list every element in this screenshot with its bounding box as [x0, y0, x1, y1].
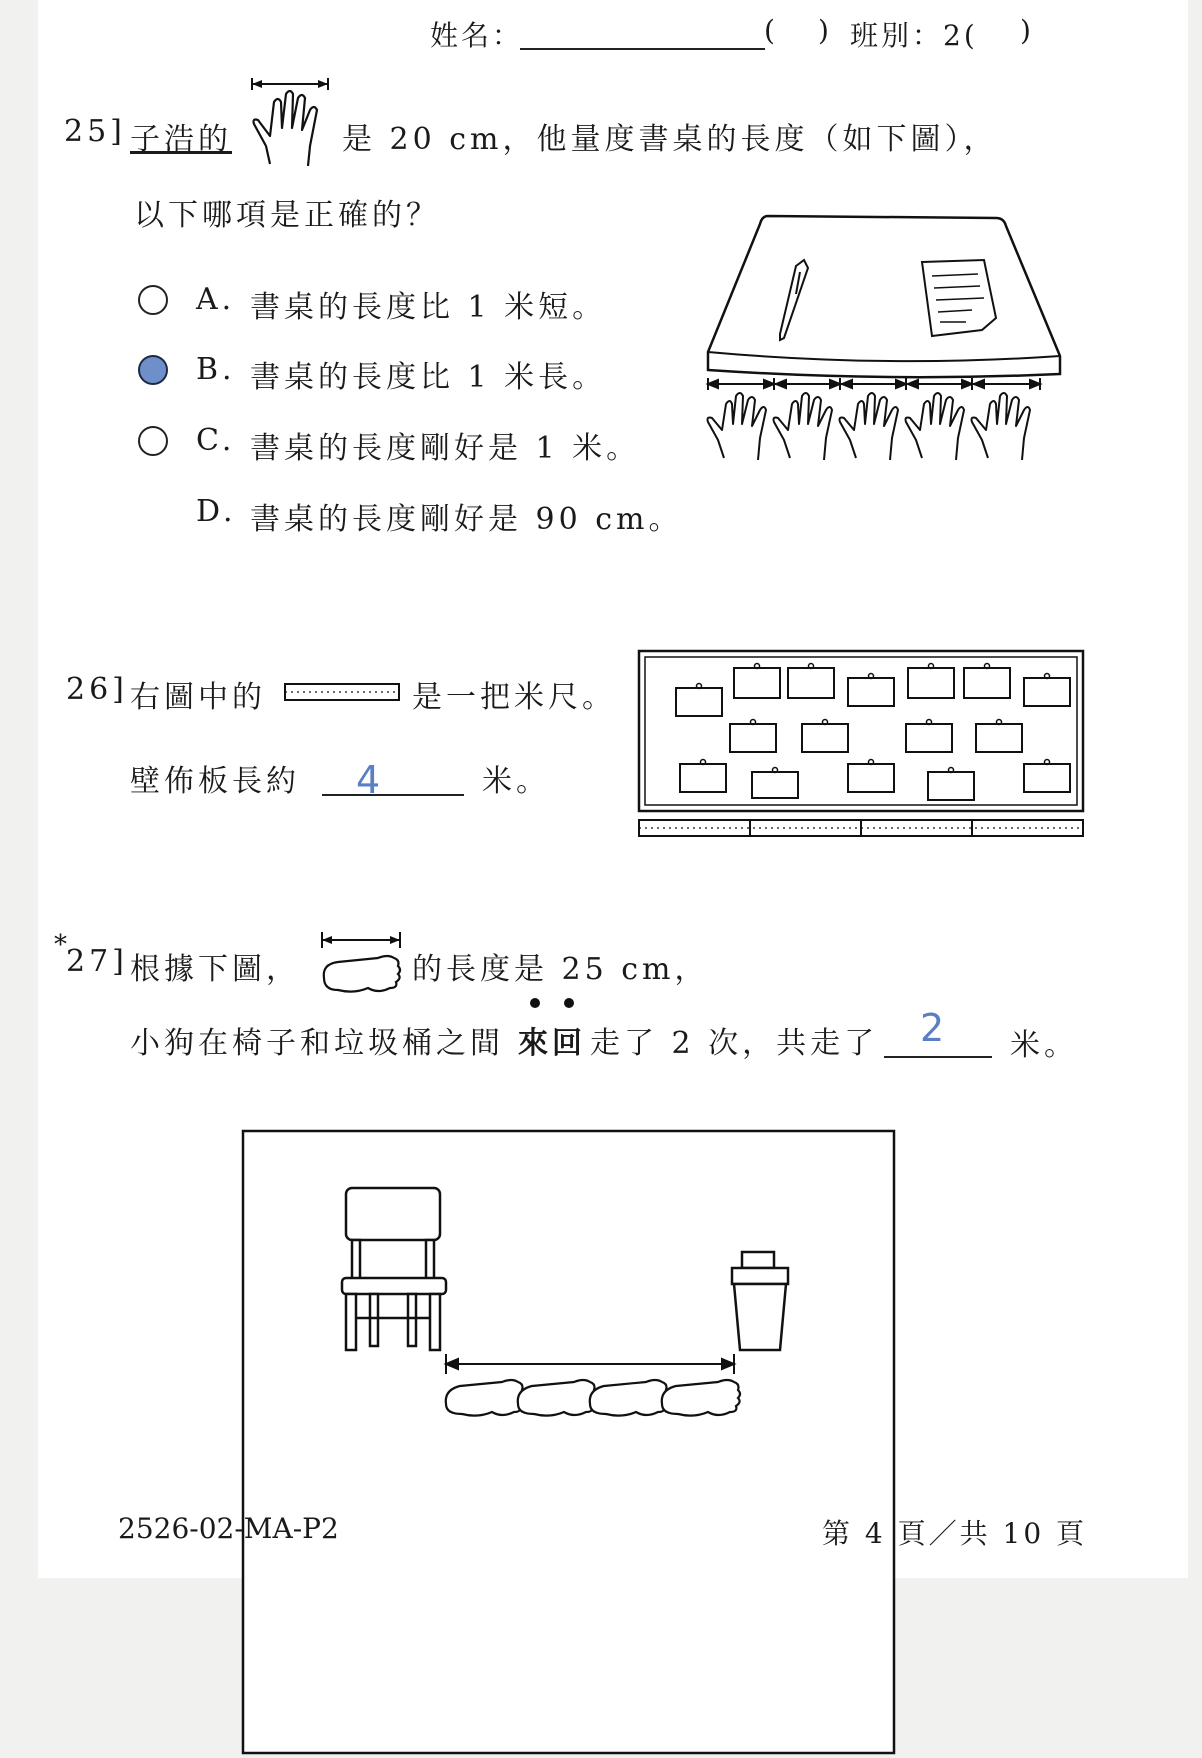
- q25-prompt: 以下哪項是正確的？: [134, 198, 440, 233]
- option-d-text: 書桌的長度剛好是 90 cm。: [250, 502, 683, 537]
- meter-ruler-icon: [284, 682, 400, 702]
- q27-line2-a: 小狗在椅子和垃圾桶之間: [130, 1026, 504, 1061]
- chair-and-bin-drawing: [240, 1128, 898, 1458]
- hand-span-icon: [248, 76, 332, 172]
- option-c-letter: C.: [196, 423, 236, 458]
- q26-unit: 米。: [482, 764, 550, 799]
- paper-code: 2526-02-MA-P2: [118, 1512, 339, 1545]
- q27-text-before: 根據下圖，: [130, 952, 300, 987]
- name-label: 姓名：: [430, 19, 524, 52]
- bulletin-board-illustration: [636, 648, 1088, 840]
- q27-unit: 米。: [1010, 1028, 1078, 1063]
- option-b-text: 書桌的長度比 1 米長。: [250, 360, 607, 395]
- desk-illustration: [700, 210, 1070, 470]
- emphasis-dot: [564, 998, 574, 1008]
- q27-line2-b: 走了 2 次，共走了: [590, 1026, 879, 1061]
- name-field[interactable]: [520, 18, 765, 50]
- option-a-radio[interactable]: [138, 285, 168, 315]
- page-number: 第 4 頁／共 10 頁: [822, 1517, 1088, 1550]
- q26-answer-field[interactable]: [322, 760, 464, 796]
- option-a-letter: A.: [196, 282, 236, 317]
- q25-text: 是 20 cm，他量度書桌的長度（如下圖），: [342, 122, 998, 157]
- q27-star: *: [54, 930, 67, 960]
- q27-emphasis: 來回: [518, 1026, 586, 1061]
- option-c-text: 書桌的長度剛好是 1 米。: [250, 431, 641, 466]
- option-a-text: 書桌的長度比 1 米短。: [250, 290, 607, 325]
- q27-answer: 2: [920, 1006, 945, 1050]
- foot-length-icon: [318, 928, 404, 998]
- class-number-close-paren: ): [818, 14, 832, 47]
- q27-number: 27]: [66, 944, 128, 979]
- option-b-radio[interactable]: [138, 355, 168, 385]
- q26-text-before: 右圖中的: [130, 680, 266, 715]
- q25-subject: 子浩的: [130, 122, 232, 157]
- class-close-paren: ): [1020, 14, 1034, 47]
- option-c-radio[interactable]: [138, 426, 168, 456]
- q27-text-after: 的長度是 25 cm，: [412, 952, 709, 987]
- q26-answer: 4: [356, 758, 381, 802]
- class-label: 班別：2(: [850, 19, 978, 52]
- q25-number: 25]: [64, 114, 126, 149]
- option-b-letter: B.: [196, 352, 236, 387]
- q26-line2-label: 壁佈板長約: [130, 764, 300, 799]
- option-d-letter: D.: [196, 494, 237, 529]
- emphasis-dot: [530, 998, 540, 1008]
- class-number-open-paren: (: [764, 14, 778, 47]
- q26-number: 26]: [66, 672, 128, 707]
- q26-text-after: 是一把米尺。: [412, 680, 616, 715]
